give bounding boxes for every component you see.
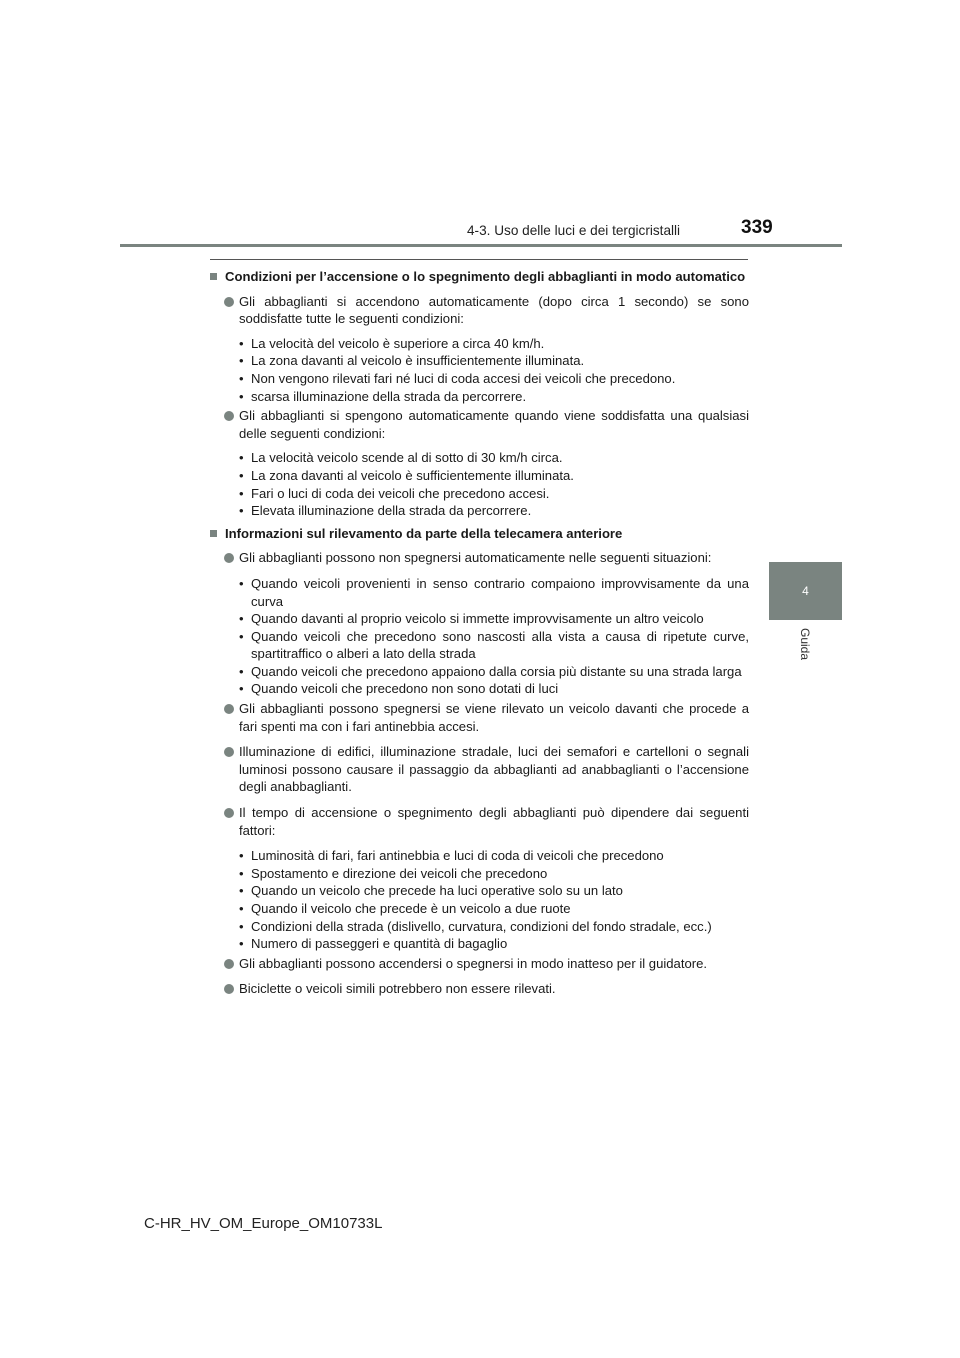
list-item: • Quando veicoli che precedono non sono dotati di luci [239,681,559,697]
situation-list [209,575,749,698]
page-number: 339 [741,217,773,238]
list-item: • Elevata illuminazione della strada da percorrere. [239,503,532,519]
bullet-item: Gli abbaglianti possono non spegnersi automaticamente nelle seguenti situazioni: [209,549,749,567]
list-item: • Condizioni della strada (dislivello, curvatura, condizioni del fondo stradale, ecc.) [239,918,712,934]
section-heading: Informazioni sul rilevamento da parte della telecamera anteriore [209,525,749,543]
list-item: • Quando veicoli che precedono sono nascosti alla vista a causa di ripetute curve, spartitraffico o alberi a lato della strada [239,628,749,662]
bullet-item: Gli abbaglianti possono accendersi o spegnersi in modo inatteso per il guidatore. [209,955,749,973]
list-item: • Quando veicoli provenienti in senso contrario compaiono improvvisamente da una curva [239,575,749,609]
content-divider [210,259,748,260]
list-item: • La velocità veicolo scende al di sotto di 30 km/h circa. [239,450,563,466]
list-item: • Luminosità di fari, fari antinebbia e luci di coda di veicoli che precedono [239,848,664,864]
chapter-tab [769,562,842,620]
list-item: • Quando veicoli che precedono appaiono dalla corsia più distante su una strada larga [239,663,742,679]
bullet-item: Illuminazione di edifici, illuminazione stradale, luci dei semafori e cartelloni o segnali luminosi possono causare il passaggio da abbaglianti ad anabbaglianti o l’accensione degli anabbaglianti. [209,743,749,796]
list-item: • Quando un veicolo che precede ha luci operative solo su un lato [239,883,623,899]
list-item: • La zona davanti al veicolo è sufficientemente illuminata. [239,467,574,483]
circle-bullet-icon [224,959,234,969]
circle-bullet-icon [224,704,234,714]
list-item: • Non vengono rilevati fari né luci di coda accesi dei veicoli che precedono. [239,370,676,386]
chapter-label: Guida [798,628,812,661]
section-heading: Condizioni per l’accensione o lo spegnimento degli abbaglianti in modo automatico [209,268,749,286]
bullet-item: Gli abbaglianti si spengono automaticamente quando viene soddisfatta una qualsiasi delle seguenti condizioni: [209,407,749,442]
square-bullet-icon [210,530,217,537]
circle-bullet-icon [224,411,234,421]
list-item: • Quando il veicolo che precede è un veicolo a due ruote [239,901,571,916]
list-item: • Fari o luci di coda dei veicoli che precedono accesi. [239,485,550,501]
bullet-item: Gli abbaglianti si accendono automaticamente (dopo circa 1 secondo) se sono soddisfatte tutte le seguenti condizioni: [209,293,749,328]
square-bullet-icon [210,273,217,280]
bullet-item: Biciclette o veicoli simili potrebbero non essere rilevati. [209,980,749,998]
document-code: C-HR_HV_OM_Europe_OM10733L [144,1215,383,1232]
factor-list [209,847,749,953]
chapter-number: 4 [802,584,809,598]
bullet-item: Il tempo di accensione o spegnimento degli abbaglianti può dipendere dai seguenti fattori: [209,804,749,839]
list-item: • scarsa illuminazione della strada da percorrere. [239,388,527,404]
condition-list [209,449,749,519]
list-item: • Quando davanti al proprio veicolo si immette improvvisamente un altro veicolo [239,611,704,627]
circle-bullet-icon [224,808,234,818]
bullet-item: Gli abbaglianti possono spegnersi se viene rilevato un veicolo davanti che procede a fari spenti ma con i fari antinebbia accesi. [209,700,749,735]
circle-bullet-icon [224,747,234,757]
condition-list [209,335,749,405]
circle-bullet-icon [224,984,234,994]
list-item: • Numero di passeggeri e quantità di bagaglio [239,936,508,952]
list-item: • La zona davanti al veicolo è insufficientemente illuminata. [239,353,585,369]
circle-bullet-icon [224,297,234,307]
header-divider [120,244,842,247]
list-item: • Spostamento e direzione dei veicoli che precedono [239,865,548,881]
circle-bullet-icon [224,553,234,563]
list-item: • La velocità del veicolo è superiore a circa 40 km/h. [239,335,545,351]
page-content [209,268,749,1006]
header-section-title: 4-3. Uso delle luci e dei tergicristalli [467,223,681,238]
